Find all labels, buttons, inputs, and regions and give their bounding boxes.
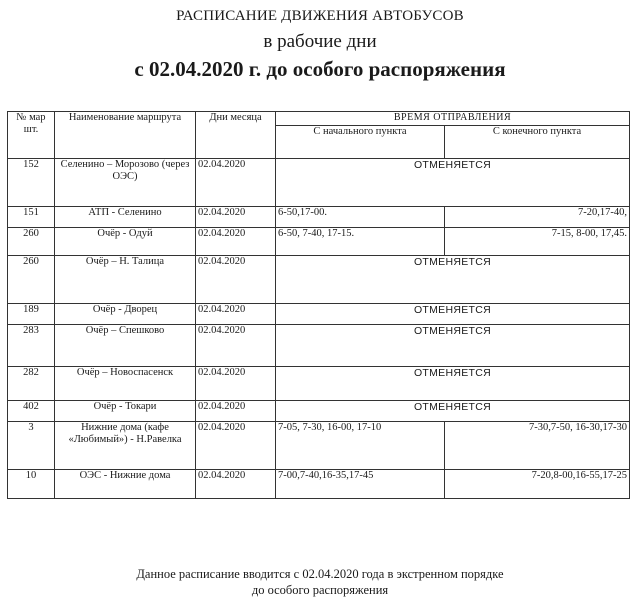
route-name: ОЭС - Нижние дома	[55, 470, 196, 499]
cancelled-status: ОТМЕНЯЕТСЯ	[276, 159, 630, 207]
departure-from-start: 7-00,7-40,16-35,17-45	[276, 470, 445, 499]
route-number: 283	[8, 325, 55, 367]
route-number: 151	[8, 207, 55, 228]
route-name: Очёр - Одуй	[55, 228, 196, 256]
header-from-end: С конечного пункта	[445, 126, 630, 159]
route-number: 260	[8, 228, 55, 256]
route-name: АТП - Селенино	[55, 207, 196, 228]
route-date: 02.04.2020	[196, 228, 276, 256]
table-row	[8, 470, 630, 499]
schedule-title: РАСПИСАНИЕ ДВИЖЕНИЯ АВТОБУСОВ	[176, 8, 464, 24]
route-name: Нижние дома (кафе «Любимый») - Н.Равелка	[55, 422, 196, 470]
route-date: 02.04.2020	[196, 470, 276, 499]
departure-from-start: 6-50, 7-40, 17-15.	[276, 228, 445, 256]
route-date: 02.04.2020	[196, 422, 276, 470]
route-date: 02.04.2020	[196, 325, 276, 367]
table-row	[8, 228, 630, 256]
table-row	[8, 304, 630, 325]
departure-from-start: 6-50,17-00.	[276, 207, 445, 228]
route-name: Очёр - Дворец	[55, 304, 196, 325]
table-row	[8, 159, 630, 207]
route-date: 02.04.2020	[196, 401, 276, 422]
table-row	[8, 207, 630, 228]
cancelled-status: ОТМЕНЯЕТСЯ	[276, 367, 630, 401]
route-number: 152	[8, 159, 55, 207]
route-name: Селенино – Морозово (через ОЭС)	[55, 159, 196, 207]
table-row	[8, 367, 630, 401]
departure-from-end: 7-20,8-00,16-55,17-25	[445, 470, 630, 499]
cancelled-status: ОТМЕНЯЕТСЯ	[276, 325, 630, 367]
route-date: 02.04.2020	[196, 207, 276, 228]
schedule-table	[7, 111, 630, 499]
schedule-subtitle-days: в рабочие дни	[263, 31, 377, 52]
header-route-name: Наименование маршрута	[55, 112, 196, 159]
route-number: 260	[8, 256, 55, 304]
route-number: 282	[8, 367, 55, 401]
route-number: 189	[8, 304, 55, 325]
route-date: 02.04.2020	[196, 367, 276, 401]
table-row	[8, 256, 630, 304]
route-date: 02.04.2020	[196, 304, 276, 325]
route-number: 402	[8, 401, 55, 422]
route-name: Очёр – Н. Талица	[55, 256, 196, 304]
route-date: 02.04.2020	[196, 256, 276, 304]
route-date: 02.04.2020	[196, 159, 276, 207]
header-from-start: С начального пункта	[276, 126, 445, 159]
header-route-number: № мар шт.	[8, 112, 55, 159]
departure-from-start: 7-05, 7-30, 16-00, 17-10	[276, 422, 445, 470]
route-number: 3	[8, 422, 55, 470]
footer-note-cont: до особого распоряжения	[251, 583, 389, 597]
route-name: Очёр - Токари	[55, 401, 196, 422]
route-name: Очёр – Спешково	[55, 325, 196, 367]
schedule-subtitle-date: с 02.04.2020 г. до особого распоряжения	[134, 57, 506, 81]
departure-from-end: 7-20,17-40,	[445, 207, 630, 228]
header-departure-time: ВРЕМЯ ОТПРАВЛЕНИЯ	[276, 112, 630, 126]
departure-from-end: 7-15, 8-00, 17,45.	[445, 228, 630, 256]
departure-from-end: 7-30,7-50, 16-30,17-30	[445, 422, 630, 470]
footer-note: Данное расписание вводится с 02.04.2020 года в экстренном порядке	[136, 567, 504, 581]
route-name: Очёр – Новоспасенск	[55, 367, 196, 401]
cancelled-status: ОТМЕНЯЕТСЯ	[276, 256, 630, 304]
table-row	[8, 325, 630, 367]
table-row	[8, 401, 630, 422]
header-days: Дни месяца	[196, 112, 276, 159]
table-row	[8, 422, 630, 470]
route-number: 10	[8, 470, 55, 499]
cancelled-status: ОТМЕНЯЕТСЯ	[276, 401, 630, 422]
cancelled-status: ОТМЕНЯЕТСЯ	[276, 304, 630, 325]
